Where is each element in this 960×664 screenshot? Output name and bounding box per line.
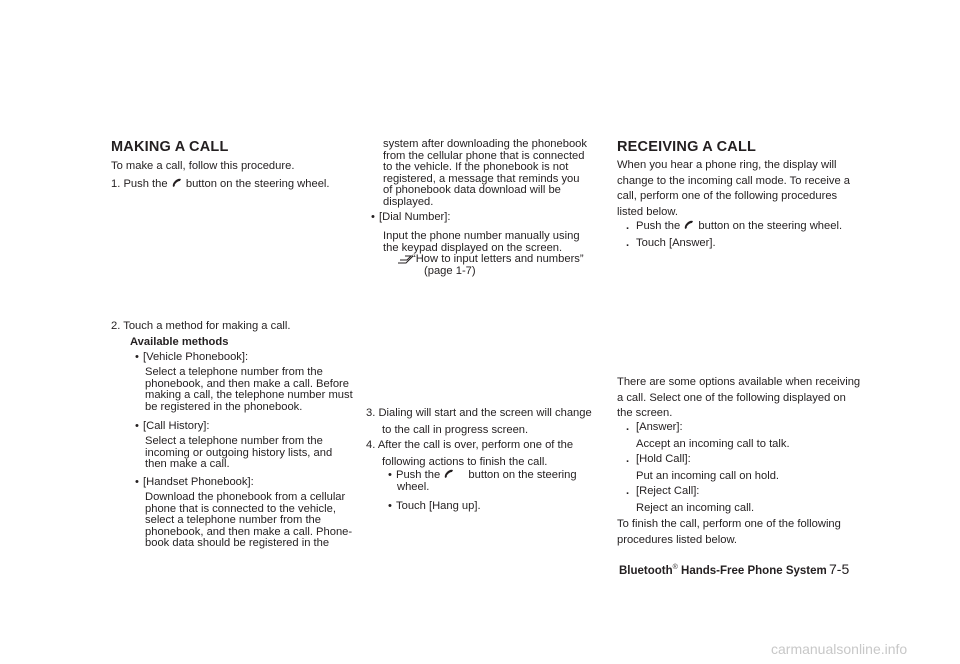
watermark: carmanualsonline.info <box>771 641 908 657</box>
desc-line: phone that is connected to the vehicle, <box>145 502 336 515</box>
desc-line: select a telephone number from the <box>145 514 321 527</box>
finish-call-text <box>617 516 841 548</box>
receive-option-push <box>636 219 842 234</box>
registered-mark: ® <box>672 564 678 571</box>
receiving-intro <box>617 158 850 220</box>
finish-line: procedures listed below. <box>617 534 738 546</box>
desc-line: Download the phonebook from a cellular <box>145 491 346 503</box>
option-pre: Push the <box>396 469 441 481</box>
step-2: 2. Touch a method for making a call. <box>111 320 291 332</box>
step-1-number: 1. <box>111 178 121 190</box>
option-answer-label: . [Answer]: <box>636 420 683 435</box>
cross-reference-page: (page 1-7) <box>424 265 476 277</box>
step-1 <box>111 177 330 192</box>
intro-line: When you hear a phone ring, the display will <box>617 159 837 171</box>
desc-line: the keypad displayed on the screen. <box>383 241 563 254</box>
options-line: There are some options available when receiving <box>617 376 861 388</box>
page-number: 7-5 <box>829 561 850 577</box>
desc-line: phonebook, and then make a call. Phone- <box>145 525 353 538</box>
section-title <box>619 564 827 577</box>
step-4-option-push-cont: wheel. <box>397 481 430 493</box>
option-hold-label: . [Hold Call]: <box>636 452 691 467</box>
options-intro <box>617 375 860 422</box>
desc-line: displayed. <box>383 195 434 208</box>
step-4-line: 4. After the call is over, perform one of the <box>366 439 574 451</box>
phone-icon <box>171 178 183 188</box>
method-call-history-desc <box>145 436 332 471</box>
options-line: the screen. <box>617 407 673 419</box>
method-handset-phonebook: • [Handset Phonebook]: <box>143 475 254 490</box>
option-reject-desc: Reject an incoming call. <box>636 502 755 514</box>
desc-line: of phonebook data download will be <box>383 184 561 197</box>
available-methods-heading: Available methods <box>130 336 229 348</box>
cross-reference-title: “How to input letters and numbers” <box>412 253 584 265</box>
desc-line: from the cellular phone that is connected <box>383 149 585 162</box>
phone-icon <box>683 220 695 230</box>
receiving-a-call-heading: RECEIVING A CALL <box>617 139 757 155</box>
desc-line: phonebook, and then make a call. Before <box>145 377 350 390</box>
option-pre: Push the <box>636 220 681 232</box>
step-1-pre: Push the <box>123 178 168 190</box>
finish-line: To finish the call, perform one of the following <box>617 518 841 530</box>
step-4-option-hang-up: • Touch [Hang up]. <box>396 499 481 514</box>
brand-name: Bluetooth <box>619 564 673 577</box>
option-answer-desc: Accept an incoming call to talk. <box>636 438 790 450</box>
intro-line: change to the incoming call mode. To receive a <box>617 174 851 187</box>
intro-line: listed below. <box>617 205 678 218</box>
desc-line: Select a telephone number from the <box>145 366 323 378</box>
handset-phonebook-continued <box>383 139 587 209</box>
desc-line: registered, a message that reminds you <box>383 172 580 185</box>
making-a-call-heading: MAKING A CALL <box>111 139 229 155</box>
section-name: Hands-Free Phone System <box>677 564 827 577</box>
step-3 <box>366 406 592 437</box>
method-handset-phonebook-desc <box>145 492 352 550</box>
method-dial-number: • [Dial Number]: <box>379 210 451 225</box>
step-1-post: button on the steering wheel. <box>185 178 330 190</box>
desc-line: Input the phone number manually using <box>383 230 580 242</box>
desc-line: book data should be registered in the <box>145 537 330 550</box>
option-post: button on the steering wheel. <box>698 220 843 232</box>
desc-line: then make a call. <box>145 458 230 471</box>
desc-line: incoming or outgoing history lists, and <box>145 446 333 459</box>
making-intro: To make a call, follow this procedure. <box>111 160 295 172</box>
receive-option-answer: . Touch [Answer]. <box>636 236 716 251</box>
desc-line: making a call, the telephone number must <box>145 389 353 402</box>
option-reject-label: . [Reject Call]: <box>636 484 699 499</box>
step-3-line: 3. Dialing will start and the screen will change <box>366 407 592 419</box>
option-post: button on the steering <box>468 469 577 481</box>
options-line: a call. Select one of the following displayed on <box>617 391 846 404</box>
method-call-history: • [Call History]: <box>143 419 210 434</box>
desc-line: system after downloading the phonebook <box>383 138 587 150</box>
method-dial-number-desc <box>383 231 580 254</box>
option-hold-desc: Put an incoming call on hold. <box>636 470 780 482</box>
method-vehicle-phonebook-desc <box>145 367 353 413</box>
intro-line: call, perform one of the following procedures <box>617 190 838 202</box>
phone-icon <box>443 469 455 479</box>
desc-line: to the vehicle. If the phonebook is not <box>383 161 569 174</box>
step-4 <box>366 438 573 469</box>
step-4-line: following actions to finish the call. <box>382 455 548 468</box>
desc-line: Select a telephone number from the <box>145 435 323 447</box>
method-vehicle-phonebook: • [Vehicle Phonebook]: <box>143 350 248 365</box>
step-3-line: to the call in progress screen. <box>382 423 529 436</box>
desc-line: be registered in the phonebook. <box>145 400 303 413</box>
